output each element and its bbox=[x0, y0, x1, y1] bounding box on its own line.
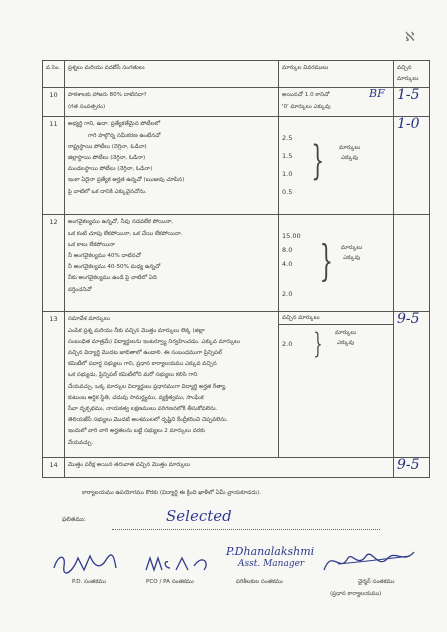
signature-caption-pco: PCO / PA సంతకము bbox=[146, 579, 194, 585]
brace-label-line: ఎక్కువు bbox=[337, 340, 355, 347]
question-line: నీ అంగవైకల్యము 40-50% మధ్య ఉన్నచో bbox=[68, 264, 161, 271]
table-row bbox=[43, 88, 430, 117]
row-question bbox=[65, 117, 279, 215]
handwritten-note: BF bbox=[369, 87, 385, 101]
row-number: 11 bbox=[43, 117, 65, 215]
question-line: కుటుంబ ఆర్థిక స్థితి, చదువు సామర్థ్యము, వ్యక్తిత్వము, సాంఘిక bbox=[68, 394, 204, 401]
question-line: మండలస్థాయి పోటీలు (నెగ్గినా, ఓడినా) bbox=[68, 166, 153, 173]
result-label: ఫలితము: bbox=[62, 516, 86, 523]
signature-name-observer: P.Dhanalakshmi bbox=[226, 545, 315, 558]
question-line: (గత సంవత్సరం) bbox=[68, 103, 106, 110]
row-awarded bbox=[394, 312, 430, 458]
question-line: జిల్లాస్థాయి పోటీలు (నెగ్గినా, ఓడినా) bbox=[68, 155, 146, 162]
question-line: సంబంధిత మాత్రమే) విద్యార్థులను ఇంటర్వ్యూ నిర్వహించడం. ఎక్కువ మార్కులు bbox=[68, 338, 241, 345]
row-awarded bbox=[394, 215, 430, 312]
brace-label-line: ఎక్కువు bbox=[341, 155, 359, 162]
marks-value: 8.0 bbox=[282, 246, 293, 255]
row-number: 10 bbox=[43, 88, 65, 117]
question-line: వేయవచ్చు. bbox=[68, 439, 94, 446]
question-line: నీ అంగవైకల్యము 40% దాటినచో bbox=[68, 253, 141, 260]
awarded-score: 9-5 bbox=[397, 311, 420, 328]
row-marks bbox=[279, 117, 394, 215]
marks-values bbox=[282, 231, 301, 300]
marks-value: 1.5 bbox=[282, 152, 293, 161]
question-line: అంగవైకల్యము ఉన్నచో, నీవు నడవలేక పోయినా, bbox=[68, 219, 174, 226]
brace-icon: } bbox=[319, 236, 334, 286]
corner-mark: ℵ bbox=[405, 30, 415, 45]
question-line: ఒక సభ్యుడు, ప్రిన్సిపల్ కమిటీలోని మరో సభ్యులు కలిసి గాని bbox=[68, 372, 198, 379]
marks-value: 2.0 bbox=[282, 340, 293, 349]
brace-label-line: ఎక్కువు bbox=[343, 255, 361, 262]
row-awarded bbox=[394, 458, 430, 478]
question-line: సేవా దృక్పథము, నాయకత్వ లక్షణములు పరిగణనలోకి తీసుకోవలెను. bbox=[68, 406, 218, 413]
row-question bbox=[65, 312, 279, 458]
question-line: ఇందులో వారి వారి అర్హతలను బట్టి సభ్యులు 2 మార్కులు వరకు bbox=[68, 428, 205, 435]
question-line: తెలియజేసే సభ్యులు మొదటి అంశములలో దృష్టిని కేంద్రీకరించి చెప్పవలెను. bbox=[68, 417, 228, 424]
brace-label bbox=[339, 143, 360, 163]
signature-scribble-pd bbox=[50, 548, 120, 576]
row-question bbox=[65, 458, 394, 478]
brace-label-line: మార్కులు bbox=[335, 330, 357, 337]
signature-sub-chairman: (ప్రధాన కార్యాలయము) bbox=[330, 591, 382, 597]
question-line: నీకు అంగవైకల్యము ఉండి పై వాటిలో ఏది bbox=[68, 275, 157, 282]
question-line: ఒక కాలు లేకపోయినా bbox=[68, 241, 115, 248]
question-line: చేయవచ్చు. ఒక్క మార్కుల విద్యార్థులు ప్రధానముగా విద్యార్థి అర్హత రీత్యా, bbox=[68, 383, 227, 390]
marks-value: 15.00 bbox=[282, 232, 301, 241]
table-header-row bbox=[43, 61, 430, 88]
question-line: వర్తించనిచో bbox=[68, 286, 92, 293]
question-line: అభ్యర్థి గాని, ఉదా: ప్రత్యేకతేమైన పోటీలలో bbox=[68, 121, 161, 128]
result-value: Selected bbox=[166, 507, 232, 525]
signature-caption-observer: పరిశీలకుల సంతకము bbox=[236, 579, 283, 585]
marks-values bbox=[282, 133, 292, 198]
marks-value: 2.5 bbox=[282, 134, 293, 143]
row-awarded bbox=[394, 117, 430, 215]
table-row bbox=[43, 312, 430, 458]
signature-caption-pd: P.D. సంతకము bbox=[72, 579, 107, 585]
question-line: మొత్తం పరీక్ష అయిన తరువాత వచ్చిన మొత్తం మార్కులు bbox=[68, 462, 191, 469]
marks-values bbox=[282, 339, 292, 350]
header-marks-details: మార్కుల వివరములు bbox=[279, 61, 394, 88]
awarded-score: 9-5 bbox=[397, 457, 420, 474]
row-marks bbox=[279, 88, 394, 117]
question-line: ఎంపిక ప్రశ్న మరియు నీకు వచ్చిన మొత్తం మార్కులు లెక్క (జిల్లా bbox=[68, 327, 205, 334]
row-marks bbox=[279, 312, 394, 458]
awarded-score: 1-5 bbox=[397, 87, 420, 104]
question-line: సమావేశ మార్కులు bbox=[68, 316, 110, 323]
header-awarded: వచ్చిన మార్కులు bbox=[394, 61, 430, 88]
table-row bbox=[43, 215, 430, 312]
row-number: 14 bbox=[43, 458, 65, 478]
question-line: రాష్ట్రస్థాయి పోటీలు (నెగ్గినా, ఓడినా) bbox=[68, 143, 147, 150]
row-awarded bbox=[394, 88, 430, 117]
signature-caption-chairman: ఛైర్మన్ సంతకము bbox=[358, 579, 395, 585]
table-row bbox=[43, 117, 430, 215]
row-marks bbox=[279, 215, 394, 312]
brace-label-line: మార్కులు bbox=[341, 245, 363, 252]
marks-value: 0.5 bbox=[282, 188, 293, 197]
signature-scribble-chairman bbox=[318, 544, 418, 578]
question-line: పై వాటిలో ఒక దానికి ఎక్కువైనచోను. bbox=[68, 188, 147, 195]
marks-table bbox=[42, 60, 430, 478]
row-number: 13 bbox=[43, 312, 65, 458]
result-line bbox=[112, 529, 380, 530]
marks-text: '0' మార్కులు ఎక్కువు bbox=[282, 103, 331, 110]
office-use-note: కార్యాలయము ఉపయోగము కొరకు (విద్యార్థి ఈ క్రింది ఖాళీలో ఏమీ వ్రాయకూడదు). bbox=[82, 490, 262, 496]
brace-icon: } bbox=[311, 138, 325, 185]
question-line: గారి పాల్గొన్న సమీకరణ ఉంటేనచో bbox=[88, 132, 161, 139]
marks-value: 2.0 bbox=[282, 290, 293, 299]
brace-icon: } bbox=[313, 327, 323, 361]
marks-subheader: వచ్చిన మార్కులు bbox=[279, 312, 393, 325]
row-question bbox=[65, 88, 279, 117]
question-line: ఇంకా ఏదైనా ప్రత్యేక అర్హత ఉన్నచో (ఋజువు చూపిన) bbox=[68, 177, 185, 184]
question-line: వచ్చిన విద్యార్థి మొదట జాబితాలో ఉండాలి. ఈ సంబంధముగా ప్రిన్సిపల్ bbox=[68, 350, 222, 357]
marks-value: 1.0 bbox=[282, 170, 293, 179]
marks-text: అయినచో 1.0 కానిచో bbox=[282, 92, 330, 99]
question-line: ఒక కంటి చూపు లేకపోయినా, ఒక చేయి లేకపోయినా. bbox=[68, 230, 183, 237]
signature-title-observer: Asst. Manager bbox=[238, 559, 305, 569]
marks-value: 4.0 bbox=[282, 260, 293, 269]
row-number: 12 bbox=[43, 215, 65, 312]
header-serial: వ.సెం. bbox=[43, 61, 65, 88]
header-questions: ప్రశ్నలు మరియు వదలేసే సంగతులు bbox=[65, 61, 279, 88]
brace-label bbox=[341, 243, 362, 263]
brace-label bbox=[335, 328, 356, 348]
row-question bbox=[65, 215, 279, 312]
signature-scribble-pco bbox=[142, 552, 214, 576]
table-row bbox=[43, 458, 430, 478]
question-line: కమిటీలో పదార్థ సభ్యులు గాని, ప్రధాన కార్యాలయము ఎక్కువ వచ్చిన bbox=[68, 361, 217, 368]
awarded-score: 1-0 bbox=[397, 116, 420, 133]
question-line: పాఠశాలకు హాజరు 80% దాటినదా? bbox=[68, 92, 147, 99]
brace-label-line: మార్కులు bbox=[339, 145, 361, 152]
